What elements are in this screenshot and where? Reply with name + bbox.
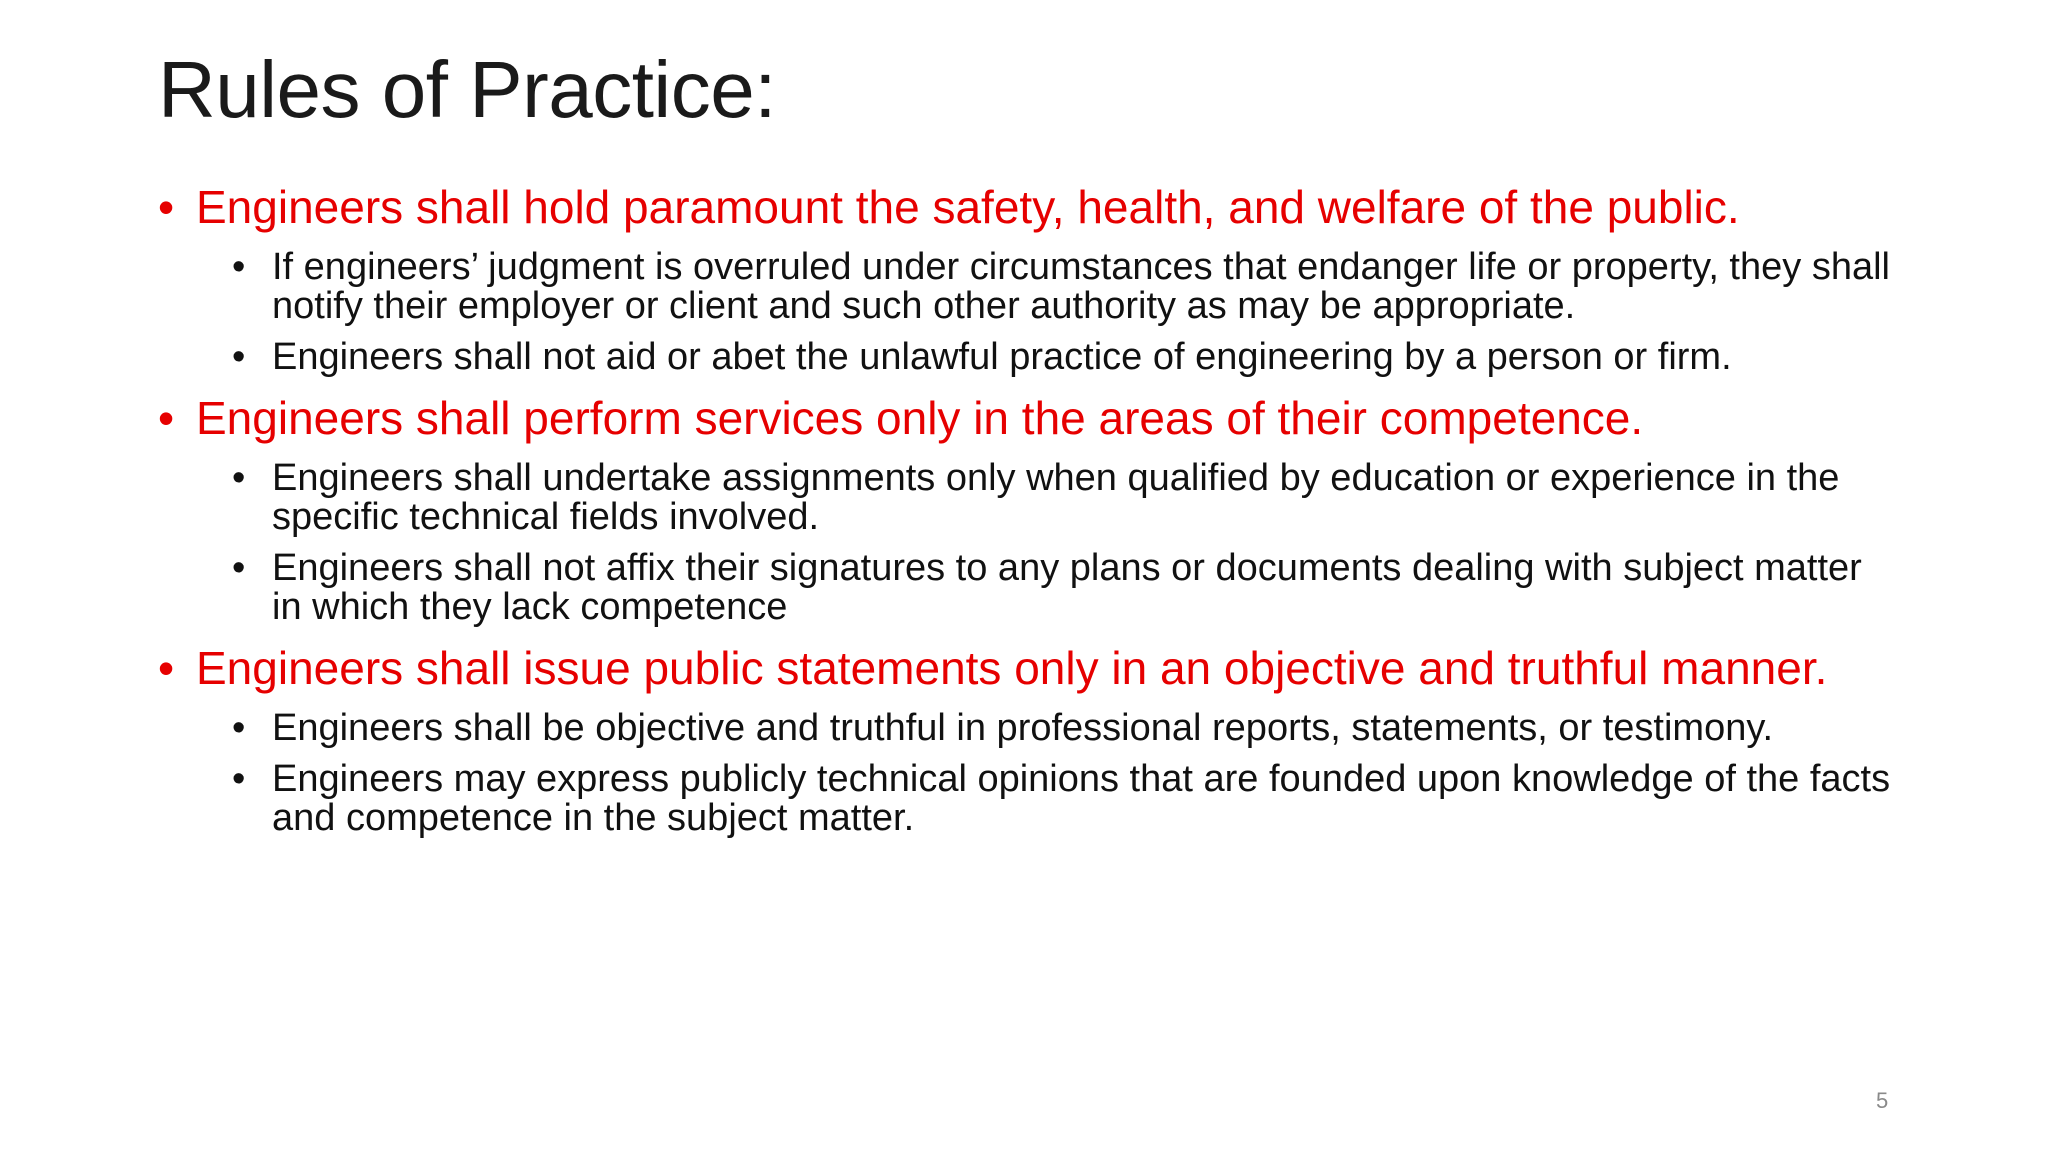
primary-bullet-item	[158, 642, 1898, 694]
secondary-bullet-item	[158, 459, 1898, 537]
bullet-icon: •	[232, 246, 246, 288]
bullet-icon: •	[158, 181, 175, 233]
bullet-icon: •	[232, 336, 246, 378]
secondary-bullet-item	[158, 248, 1898, 326]
secondary-bullet-item	[158, 338, 1898, 377]
primary-bullet-text: Engineers shall issue public statements only in an objective and truthful manner.	[196, 642, 1828, 694]
bullet-icon: •	[232, 457, 246, 499]
secondary-bullet-text: Engineers shall not aid or abet the unlawful practice of engineering by a person or firm.	[272, 336, 1732, 378]
sub-bullet-list	[158, 248, 1898, 377]
bullet-icon: •	[232, 707, 246, 749]
primary-bullet-text: Engineers shall perform services only in the areas of their competence.	[196, 392, 1644, 444]
slide-title: Rules of Practice:	[158, 45, 776, 134]
sub-bullet-list	[158, 709, 1898, 838]
secondary-bullet-item	[158, 709, 1898, 748]
bullet-icon: •	[232, 547, 246, 589]
secondary-bullet-text: If engineers’ judgment is overruled under circumstances that endanger life or property, they shall notify their employer or client and such other authority as may be appropriate.	[272, 246, 1890, 327]
primary-bullet-item	[158, 181, 1898, 233]
bullet-icon: •	[158, 392, 175, 444]
secondary-bullet-item	[158, 760, 1898, 838]
primary-bullet-item	[158, 392, 1898, 444]
bullet-list	[158, 181, 1898, 856]
bullet-icon: •	[158, 642, 175, 694]
primary-bullet-text: Engineers shall hold paramount the safety, health, and welfare of the public.	[196, 181, 1740, 233]
bullet-icon: •	[232, 758, 246, 800]
page-number: 5	[1876, 1088, 1889, 1113]
sub-bullet-list	[158, 459, 1898, 627]
secondary-bullet-text: Engineers shall undertake assignments only when qualified by education or experience in the specific technical fields involved.	[272, 457, 1840, 538]
secondary-bullet-text: Engineers shall be objective and truthful in professional reports, statements, or testimony.	[272, 707, 1774, 749]
secondary-bullet-item	[158, 549, 1898, 627]
secondary-bullet-text: Engineers shall not affix their signatures to any plans or documents dealing with subject matter in which they lack competence	[272, 547, 1862, 628]
secondary-bullet-text: Engineers may express publicly technical opinions that are founded upon knowledge of the facts and competence in the subject matter.	[272, 758, 1891, 839]
